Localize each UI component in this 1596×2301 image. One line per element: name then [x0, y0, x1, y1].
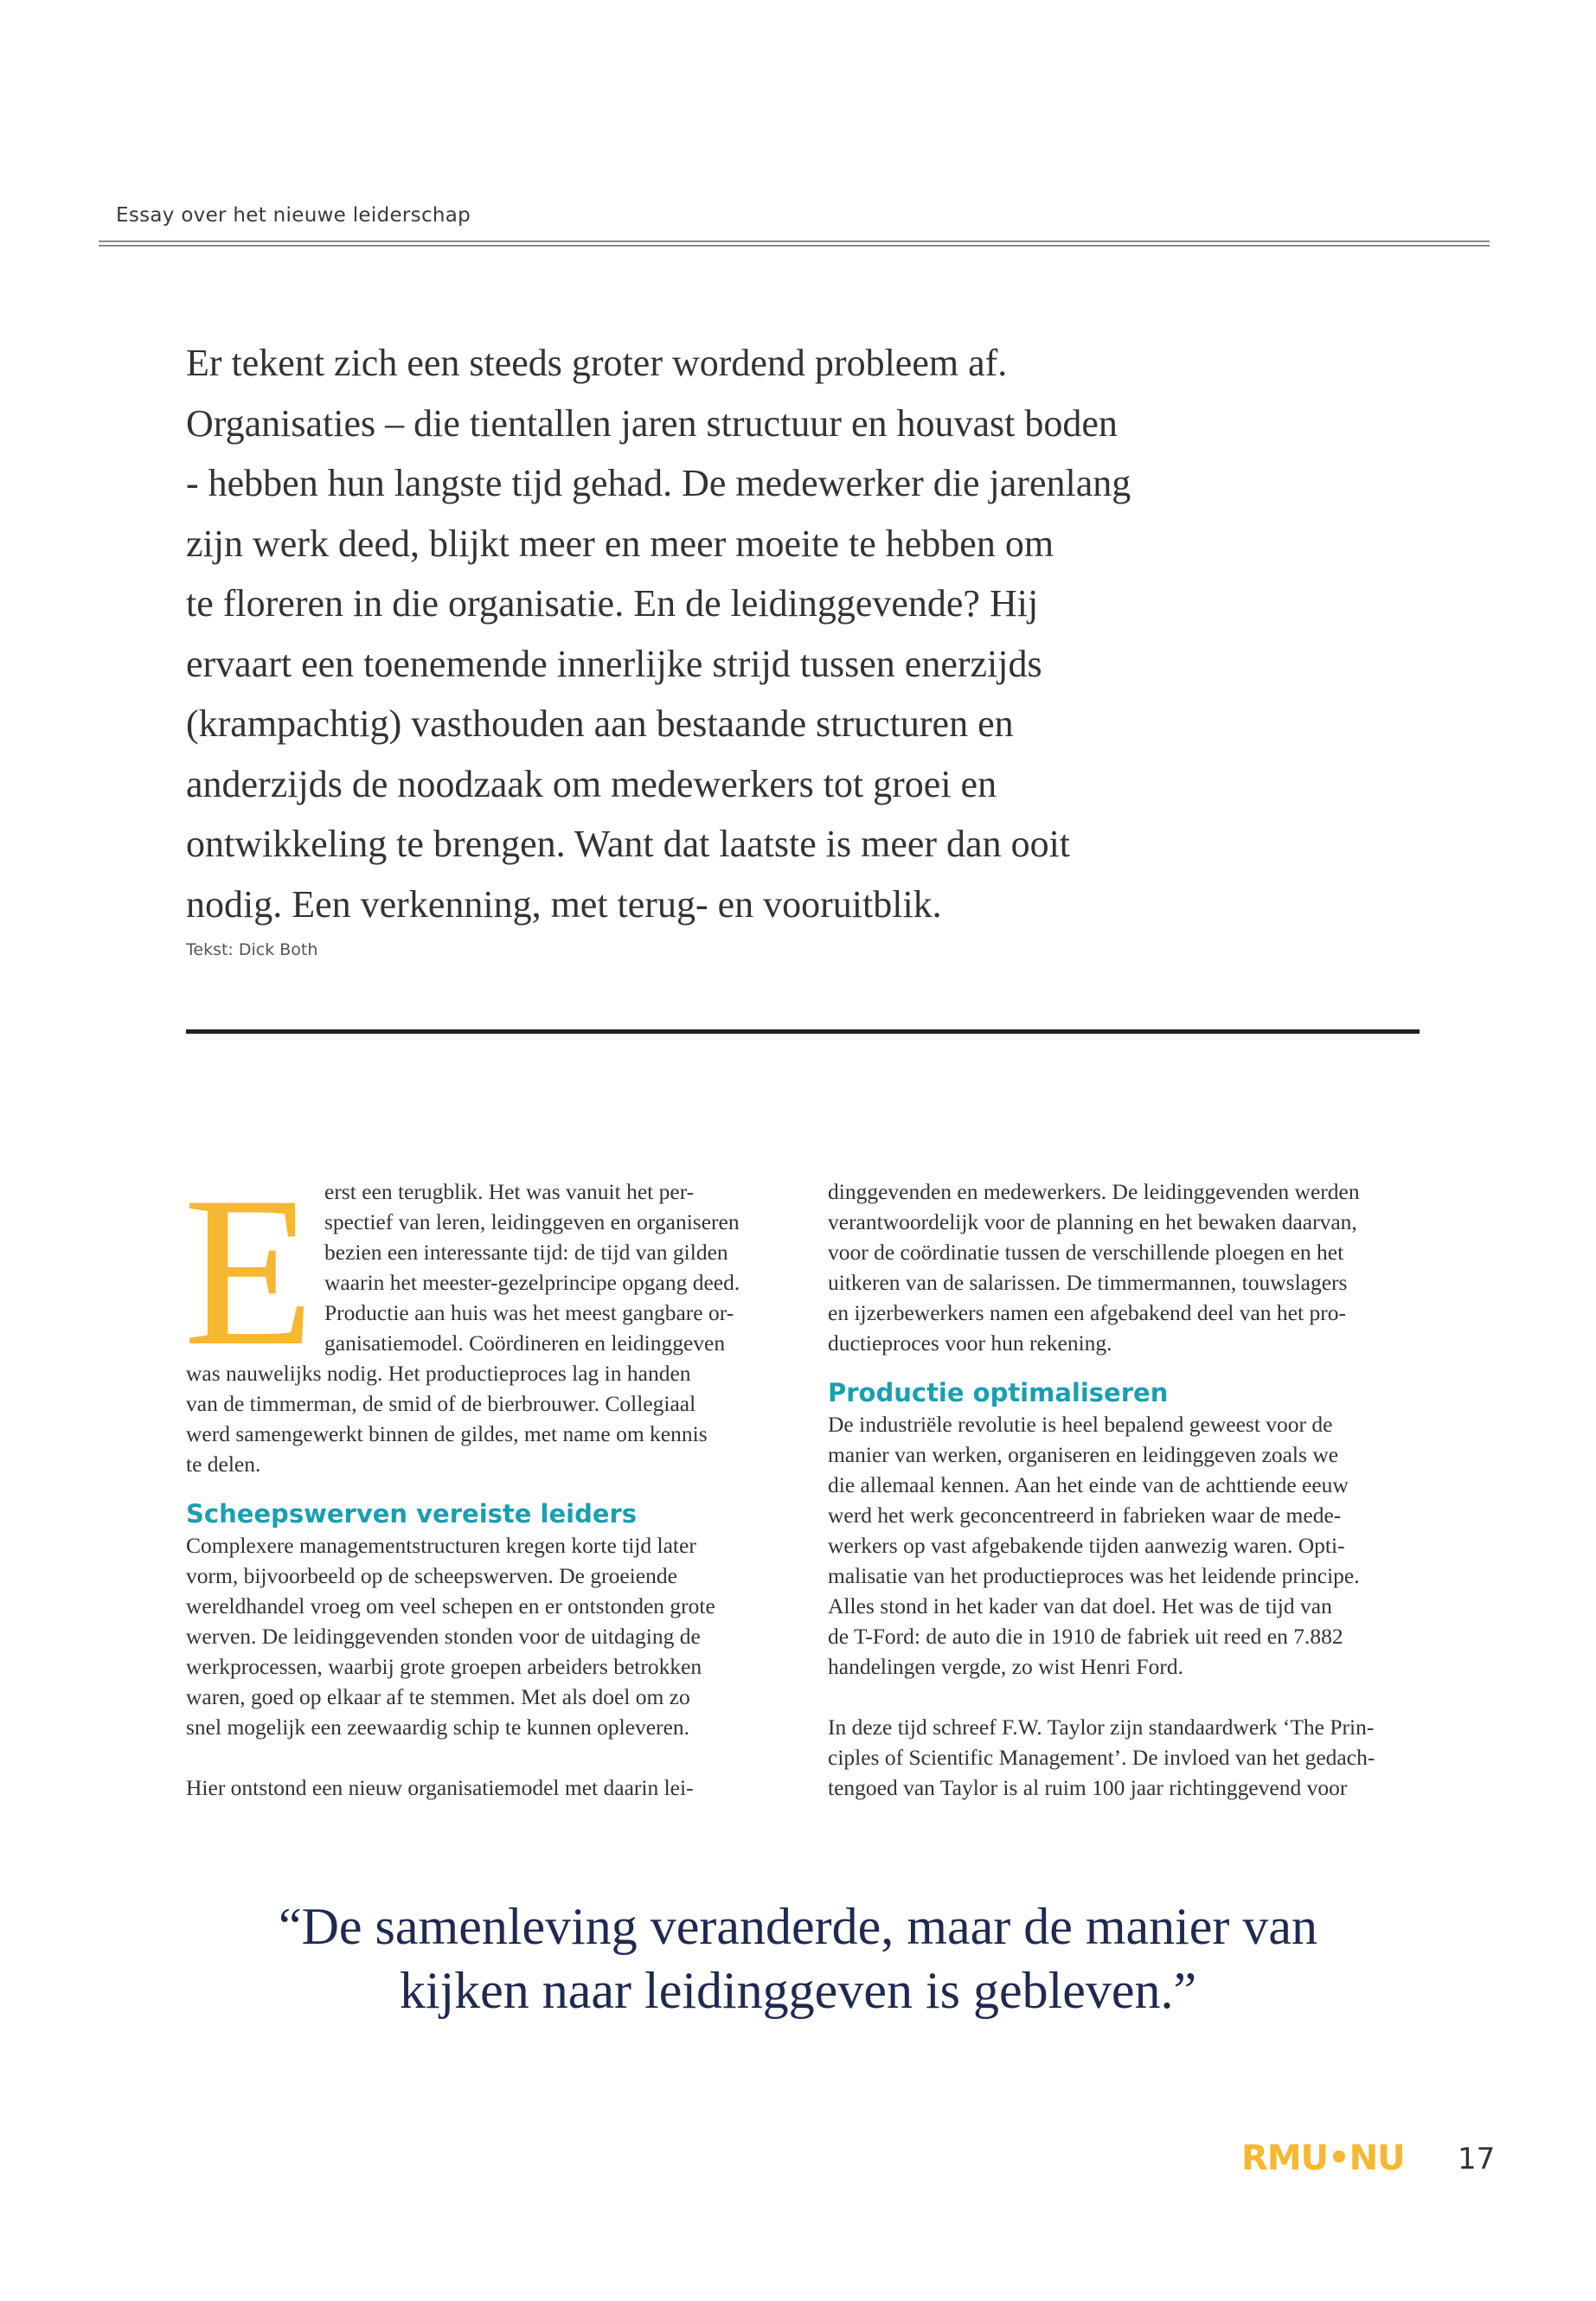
intro-line: (krampachtig) vasthouden aan bestaande structuren en: [186, 702, 1014, 745]
body-line: tengoed van Taylor is al ruim 100 jaar richtinggevend voor: [828, 1775, 1348, 1800]
quote-line: “De samenleving veranderde, maar de manier van: [278, 1898, 1318, 1955]
body-line: en ijzerbewerkers namen een afgebakend deel van het pro-: [828, 1300, 1346, 1325]
body-line: wereldhandel vroeg om veel schepen en er ontstonden grote: [186, 1593, 715, 1618]
rmu-nu-logo: RMU•NU: [1241, 2138, 1405, 2178]
body-line: bezien een interessante tijd: de tijd van gilden: [324, 1240, 728, 1265]
intro-line: Er tekent zich een steeds groter wordend probleem af.: [186, 342, 1008, 384]
subheading-productie: Productie optimaliseren: [828, 1378, 1169, 1407]
body-line: werd het werk geconcentreerd in fabrieken waar de mede-: [828, 1503, 1342, 1528]
subheading-scheepswerven: Scheepswerven vereiste leiders: [186, 1499, 638, 1529]
body-line: te delen.: [186, 1452, 261, 1477]
body-line: ductieproces voor hun rekening.: [828, 1330, 1112, 1356]
intro-line: te floreren in die organisatie. En de leidinggevende? Hij: [186, 582, 1039, 625]
running-header: Essay over het nieuwe leiderschap: [116, 204, 471, 227]
body-line: waren, goed op elkaar af te stemmen. Met als doel om zo: [186, 1684, 690, 1709]
body-line: Complexere managementstructuren kregen korte tijd later: [186, 1533, 696, 1558]
body-line: Hier ontstond een nieuw organisatiemodel met daarin lei-: [186, 1775, 694, 1800]
body-line: verantwoordelijk voor de planning en het bewaken daarvan,: [828, 1209, 1357, 1234]
intro-line: nodig. Een verkenning, met terug- en vooruitblik.: [186, 882, 942, 926]
body-line: manier van werken, organiseren en leidinggeven zoals we: [828, 1442, 1339, 1467]
quote-line: kijken naar leidinggeven is gebleven.”: [399, 1962, 1197, 2019]
section-divider: [186, 1029, 1420, 1034]
body-line: spectief van leren, leidinggeven en organiseren: [324, 1209, 740, 1234]
body-line: In deze tijd schreef F.W. Taylor zijn standaardwerk ‘The Prin-: [828, 1715, 1375, 1740]
body-line: erst een terugblik. Het was vanuit het per-: [324, 1179, 695, 1204]
dropcap: E: [183, 1152, 315, 1390]
body-line: De industriële revolutie is heel bepalend geweest voor de: [828, 1412, 1333, 1437]
page-number: 17: [1458, 2142, 1496, 2176]
body-line: was nauwelijks nodig. Het productieproces lag in handen: [186, 1361, 691, 1386]
body-line: handelingen vergde, zo wist Henri Ford.: [828, 1654, 1183, 1679]
body-line: vorm, bijvoorbeeld op de scheepswerven. De groeiende: [186, 1563, 677, 1588]
body-line: ciples of Scientific Management’. De invloed van het gedach-: [828, 1745, 1375, 1770]
intro-line: Organisaties – die tientallen jaren structuur en houvast boden: [186, 401, 1118, 445]
intro-line: - hebben hun langste tijd gehad. De medewerker die jarenlang: [186, 462, 1131, 504]
body-line: de T-Ford: de auto die in 1910 de fabriek uit reed en 7.882: [828, 1624, 1343, 1649]
intro-line: ervaart een toenemende innerlijke strijd tussen enerzijds: [186, 642, 1042, 685]
body-line: werd samengewerkt binnen de gildes, met name om kennis: [186, 1421, 708, 1446]
body-line: dinggevenden en medewerkers. De leidinggevenden werden: [828, 1179, 1360, 1204]
body-line: van de timmerman, de smid of de bierbrouwer. Collegiaal: [186, 1391, 696, 1416]
intro-line: ontwikkeling te brengen. Want dat laatste is meer dan ooit: [186, 823, 1071, 865]
pull-quote: [0, 1894, 1596, 2022]
body-line: werkprocessen, waarbij grote groepen arbeiders betrokken: [186, 1654, 702, 1679]
intro-line: zijn werk deed, blijkt meer en meer moeite te hebben om: [186, 522, 1054, 565]
body-line: Alles stond in het kader van dat doel. Het was de tijd van: [828, 1593, 1332, 1618]
left-column: [186, 1176, 783, 1803]
body-line: waarin het meester-gezelprincipe opgang deed.: [324, 1270, 740, 1295]
byline: Tekst: Dick Both: [186, 940, 318, 959]
right-column: [828, 1176, 1425, 1803]
intro-line: anderzijds de noodzaak om medewerkers tot groei en: [186, 762, 997, 805]
body-line: ganisatiemodel. Coördineren en leidinggeven: [324, 1330, 726, 1356]
body-line: snel mogelijk een zeewaardig schip te kunnen opleveren.: [186, 1715, 690, 1740]
body-line: uitkeren van de salarissen. De timmermannen, touwslagers: [828, 1270, 1348, 1295]
body-line: Productie aan huis was het meest gangbare or-: [324, 1300, 734, 1325]
body-line: die allemaal kennen. Aan het einde van de achttiende eeuw: [828, 1472, 1349, 1497]
body-line: malisatie van het productieproces was het leidende principe.: [828, 1563, 1360, 1588]
body-line: werven. De leidinggevenden stonden voor de uitdaging de: [186, 1624, 701, 1649]
body-line: voor de coördinatie tussen de verschillende ploegen en het: [828, 1240, 1344, 1265]
header-rule: [99, 240, 1490, 247]
body-line: werkers op vast afgebakende tijden aanwezig waren. Opti-: [828, 1533, 1345, 1558]
intro-paragraph: [186, 333, 1311, 934]
